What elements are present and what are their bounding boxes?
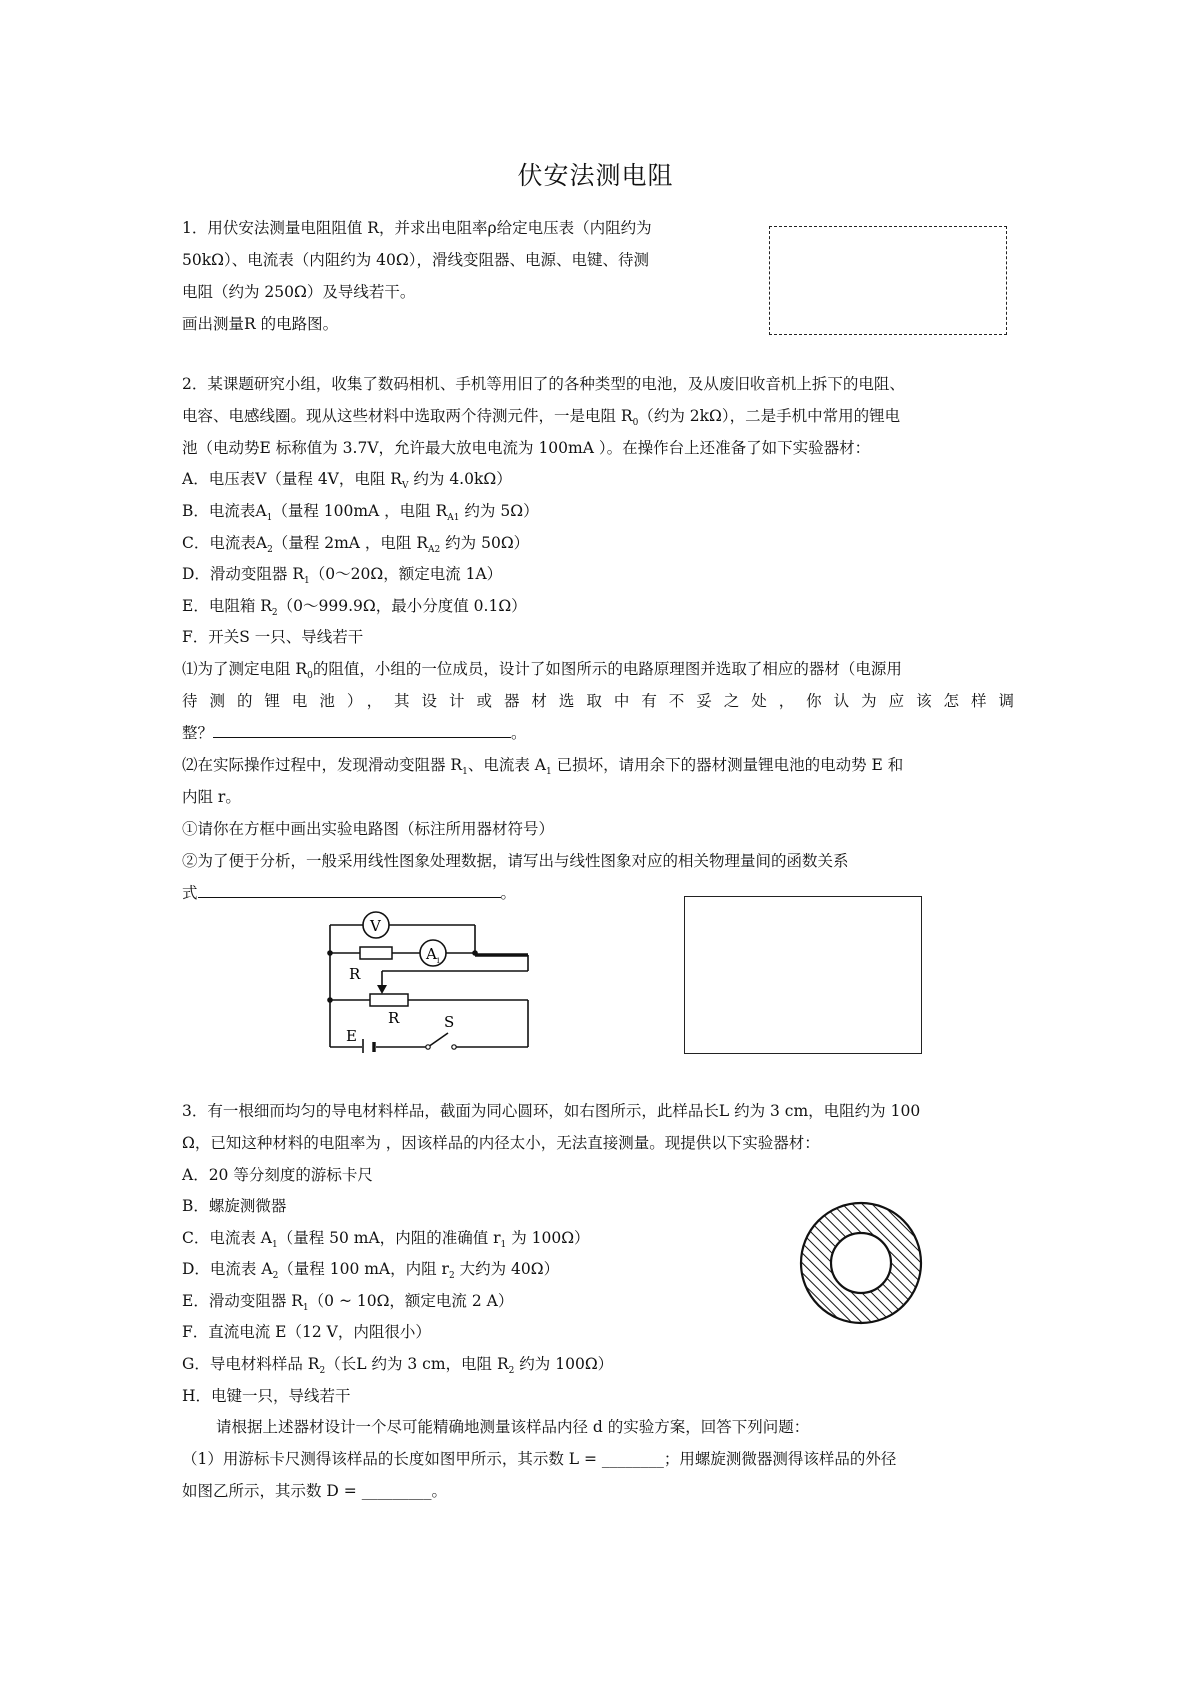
q2-intro-line: 池（电动势E 标称值为 3.7V，允许最大放电电流为 100mA ）。在操作台上还准备了如下实验器材： xyxy=(182,439,871,457)
q2-option-d: D．滑动变阻器 $R_1(0\sim 20\Omega$，额定电流 1A） xyxy=(182,565,503,586)
junction-dot xyxy=(327,997,333,1003)
q2-option-b: B．电流表$A_1$（量程 100mA ，电阻 $R_{A1}$ 约为 5Ω） xyxy=(182,502,539,523)
page-title: 伏安法测电阻 xyxy=(517,161,674,190)
q2-part-1: 整？ 。 xyxy=(182,724,527,742)
q3-part-1: （1）用游标卡尺测得该样品的长度如图甲所示，其示数 L = ________；用螺旋测微器测得该样品的外径 xyxy=(182,1450,897,1468)
q1-line: 画出测量R 的电路图。 xyxy=(182,315,339,333)
battery-icon xyxy=(363,1039,374,1053)
q1-line: 50kΩ）、电流表（内阻约为 40Ω），滑线变阻器、电源、电键、待测 xyxy=(182,251,649,269)
q2-answer-box[interactable] xyxy=(684,896,922,1054)
svg-text:A: A xyxy=(426,945,437,963)
svg-text:1: 1 xyxy=(436,957,441,965)
q1-line: 电阻（约为 250Ω）及导线若干。 xyxy=(182,283,416,301)
q2-intro-line: 电容、电感线圈。现从这些材料中选取两个待测元件，一是电阻 $R_0$（约为 2kΩ），二是手机中常用的锂电 xyxy=(182,407,901,428)
svg-text:V: V xyxy=(370,917,381,935)
svg-text:R: R xyxy=(349,965,361,983)
rheostat xyxy=(370,994,408,1006)
circuit-diagram xyxy=(320,905,540,1053)
q3-option-g: G．导电材料样品 $R_2$（长L 约为 3 cm，电阻 $R_2$ 约为 100Ω） xyxy=(182,1355,614,1376)
svg-text:R: R xyxy=(388,1009,400,1027)
answer-blank[interactable] xyxy=(213,723,511,738)
annulus-cross-section xyxy=(796,1198,926,1328)
q1-answer-box[interactable] xyxy=(769,226,1007,335)
switch-contact-icon xyxy=(452,1045,456,1049)
q2-part-1: ⑴为了测定电阻 $R_0$的阻值，小组的一位成员，设计了如图所示的电路原理图并选取了相应的器材（电源用 xyxy=(182,660,902,681)
q2-part-1: 待测的锂电池），其设计或器材选取中有不妥之处，你认为应该怎样调 xyxy=(182,692,1014,710)
q3-intro-line: 3．有一根细而均匀的导电材料样品，截面为同心圆环，如右图所示，此样品长L 约为 3 cm，电阻约为 100 xyxy=(182,1102,921,1120)
answer-blank[interactable] xyxy=(198,883,501,898)
q3-option-f: F．直流电流 E（12 V，内阻很小） xyxy=(182,1323,431,1341)
svg-text:E: E xyxy=(346,1027,357,1045)
q2-sub-1: ①请你在方框中画出实验电路图（标注所用器材符号） xyxy=(182,820,555,838)
junction-dot xyxy=(472,950,478,956)
q3-option-c: C．电流表 $A_1$（量程 50 mA，内阻的准确值 $r_1$ 为 100Ω） xyxy=(182,1229,590,1250)
q2-sub-2: 式 。 xyxy=(182,884,517,902)
q3-option-h: H．电键一只，导线若干 xyxy=(182,1387,351,1405)
q2-sub-2: ②为了便于分析，一般采用线性图象处理数据，请写出与线性图象对应的相关物理量间的函数关系 xyxy=(182,852,849,870)
q2-part-2: ⑵在实际操作过程中，发现滑动变阻器 $R_1$、电流表 $A_1$ 已损坏，请用余下的器材测量锂电池的电动势 E 和 xyxy=(182,756,904,777)
q3-option-e: E．滑动变阻器 $R_1(0$ ~ 10Ω，额定电流 2 A） xyxy=(182,1292,514,1313)
junction-dot xyxy=(327,950,333,956)
svg-text:S: S xyxy=(444,1013,455,1031)
q2-option-e: E．电阻箱 $R_2(0\sim 999.9\Omega$，最小分度值 0.1Ω） xyxy=(182,597,527,618)
q3-instruction: 请根据上述器材设计一个尽可能精确地测量该样品内径 d 的实验方案，回答下列问题： xyxy=(216,1418,810,1436)
q2-part-2: 内阻 r。 xyxy=(182,788,241,806)
q3-option-b: B．螺旋测微器 xyxy=(182,1197,287,1215)
q2-intro-line: 2．某课题研究小组，收集了数码相机、手机等用旧了的各种类型的电池，及从废旧收音机上拆下的电阻、 xyxy=(182,375,905,393)
resistor-r xyxy=(360,947,392,959)
q3-option-a: A．20 等分刻度的游标卡尺 xyxy=(182,1166,373,1184)
q2-option-f: F．开关S 一只、导线若干 xyxy=(182,628,364,646)
q3-part-1: 如图乙所示，其示数 D = _________。 xyxy=(182,1482,447,1500)
q2-option-c: C．电流表$A_2$（量程 2mA ，电阻 $R_{A2}$ 约为 50Ω） xyxy=(182,534,530,555)
q3-option-d: D．电流表 $A_2$（量程 100 mA，内阻 $r_2$ 大约为 40Ω） xyxy=(182,1260,560,1281)
q3-intro-line: Ω，已知这种材料的电阻率为 ，因该样品的内径太小，无法直接测量。现提供以下实验器材： xyxy=(182,1134,820,1152)
q2-option-a: A．电压表V（量程 4V，电阻 $R_V$ 约为 4.0kΩ） xyxy=(182,470,512,491)
switch-contact-icon xyxy=(426,1045,430,1049)
q1-line: 1．用伏安法测量电阻阻值 R，并求出电阻率ρ给定电压表（内阻约为 xyxy=(182,219,652,237)
